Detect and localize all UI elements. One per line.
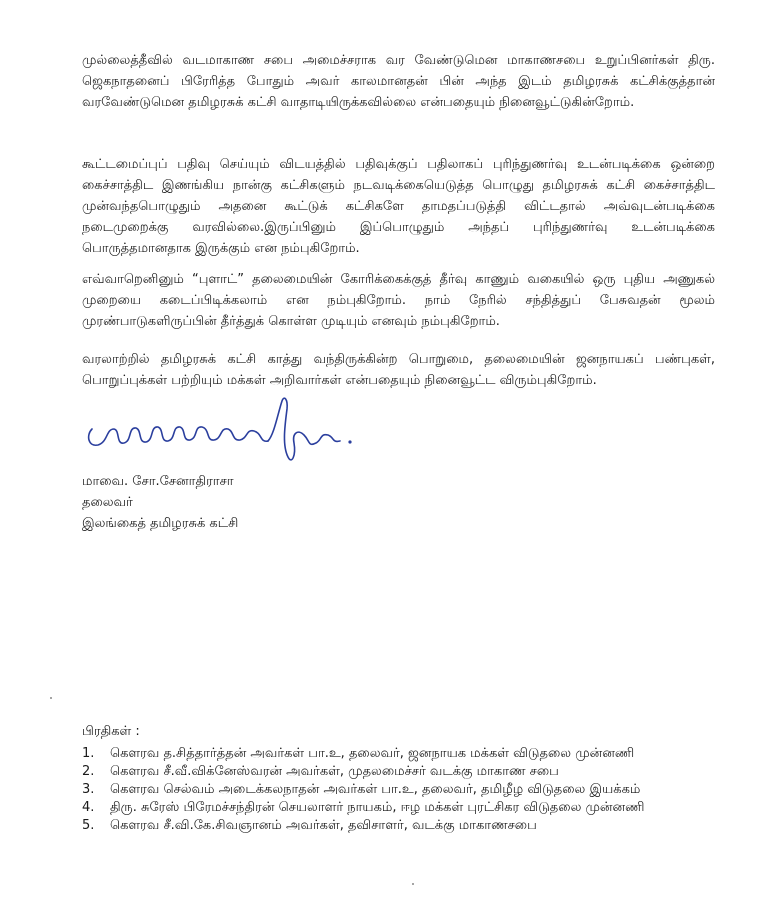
list-item-number: 3. <box>82 782 95 797</box>
paragraph-mullaitivu: முல்லைத்தீவில் வடமாகாண சபை அமைச்சராக வர வேண்டுமென மாகாணசபை உறுப்பினர்கள் திரு. ஜெகநாதனைப் பிரேரித்த போதும் அவர் காலமானதன் பின் அந்த இடம் தமிழரசுக் கட்சிக்குத்தான் வரவேண்டுமென தமிழரசுக் கட்சி வாதாடியிருக்கவில்லை என்பதையும் நினைவூட்டுகின்றோம். <box>82 53 715 110</box>
paragraph-history-reminder: வரலாற்றில் தமிழரசுக் கட்சி காத்து வந்திருக்கின்ற பொறுமை, தலைமையின் ஜனநாயகப் பண்புகள், பொறுப்புக்கள் பற்றியும் மக்கள் அறிவார்கள் என்பதையும் நினைவூட்ட விரும்புகிறோம். <box>82 352 715 388</box>
list-item <box>82 781 644 799</box>
paragraph-alliance-registration: கூட்டமைப்புப் பதிவு செய்யும் விடயத்தில் பதிவுக்குப் பதிலாகப் புரிந்துணர்வு உடன்படிக்கை ஒன்றை கைச்சாத்திட இணங்கிய நான்கு கட்சிகளும் நடவடிக்கையெடுத்த பொழுது தமிழரசுக் கட்சி கைச்சாத்திட முன்வந்தபொழுதும் அதனை கூட்டுக் கட்சிகளே தாமதப்படுத்தி விட்டதால் அவ்வுடன்படிக்கை நடைமுறைக்கு வரவில்லை.இருப்பினும் இப்பொழுதும் அந்தப் புரிந்துணர்வு உடன்படிக்கை பொருத்தமானதாக இருக்கும் என நம்புகிறோம். <box>82 157 715 256</box>
list-item-number: 5. <box>82 818 95 833</box>
list-item-text: கௌரவ த.சித்தார்த்தன் அவர்கள் பா.உ, தலைவர், ஜனநாயக மக்கள் விடுதலை முன்னணி <box>110 746 635 761</box>
list-item <box>82 745 644 763</box>
list-item-text: கௌரவ செல்வம் அடைக்கலநாதன் அவர்கள் பா.உ, தலைவர், தமிழீழ விடுதலை இயக்கம் <box>110 782 641 797</box>
list-item <box>82 763 644 781</box>
list-item <box>82 799 644 817</box>
copies-section <box>82 723 644 835</box>
copies-title: பிரதிகள் : <box>82 724 140 739</box>
copies-list <box>82 745 644 835</box>
signatory-name: மாவை. சோ.சேனாதிராசா <box>82 474 234 489</box>
list-item-text: கௌரவ சீ.வி.கே.சிவஞானம் அவர்கள், தவிசாளர், வடக்கு மாகாணசபை <box>110 818 537 833</box>
scan-speck <box>50 697 52 699</box>
list-item-number: 4. <box>82 800 95 815</box>
signatory-party: இலங்கைத் தமிழரசுக் கட்சி <box>82 516 239 531</box>
signatory-title: தலைவர் <box>82 495 133 510</box>
handwritten-signature <box>82 395 372 467</box>
list-item-text: கௌரவ சீ.வீ.விக்னேஸ்வரன் அவர்கள், முதலமைச்சர் வடக்கு மாகாண சபை <box>110 764 559 779</box>
list-item-number: 1. <box>82 746 95 761</box>
list-item <box>82 817 644 835</box>
paragraph-plote-request: எவ்வாறெனினும் “புளாட்” தலைமையின் கோரிக்கைக்குத் தீர்வு காணும் வகையில் ஒரு புதிய அணுகல் முறையை கடைப்பிடிக்கலாம் என நம்புகிறோம். நாம் நேரில் சந்தித்துப் பேசுவதன் மூலம் முரண்பாடுகளிருப்பின் தீர்த்துக் கொள்ள முடியும் எனவும் நம்புகிறோம். <box>82 272 715 329</box>
scan-speck <box>412 883 414 885</box>
list-item-number: 2. <box>82 764 95 779</box>
signatory-block <box>82 471 238 534</box>
list-item-text: திரு. சுரேஸ் பிரேமச்சந்திரன் செயலாளர் நாயகம், ஈழ மக்கள் புரட்சிகர விடுதலை முன்னணி <box>110 800 645 815</box>
